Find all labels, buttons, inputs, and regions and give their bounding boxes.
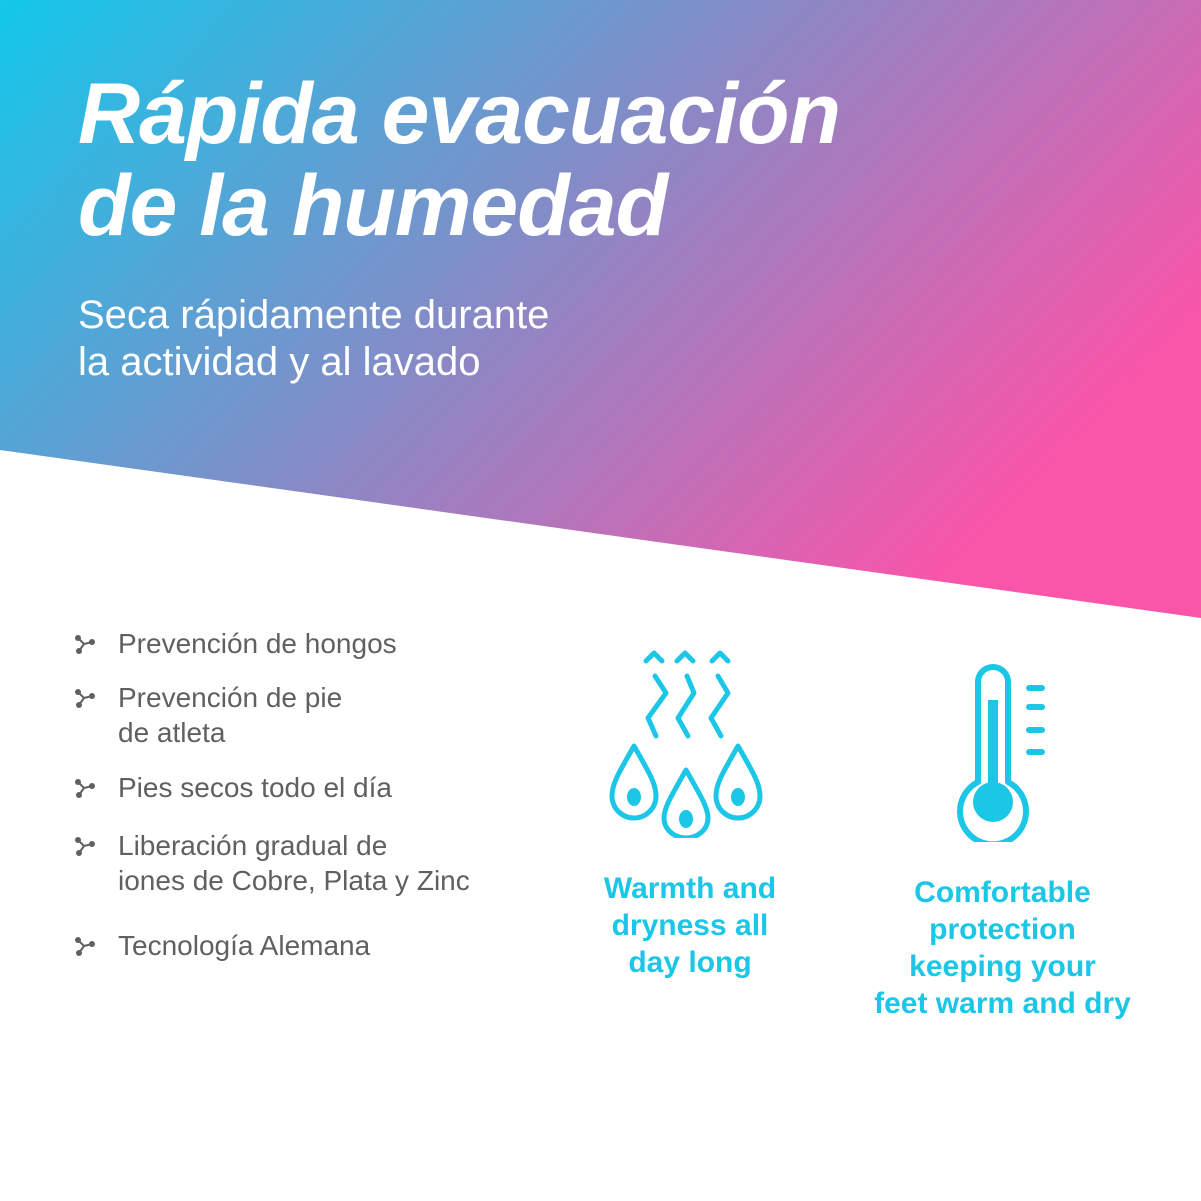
benefit-label-line: Warmth and (603, 872, 777, 905)
feature-text-line: de atleta (118, 717, 226, 748)
hero-title-line: Rápida evacuación (78, 66, 841, 162)
benefit-label-line: dryness all (611, 909, 769, 942)
feature-text (118, 680, 342, 750)
feature-text-line: Liberación gradual de (118, 830, 388, 861)
hero-subtitle-line: la actividad y al lavado (78, 340, 481, 384)
feature-text-line: Tecnología Alemana (118, 930, 371, 961)
molecule-icon (70, 832, 98, 860)
molecule-icon (70, 932, 98, 960)
hero-title-line: de la humedad (78, 158, 668, 254)
molecule-icon (70, 774, 98, 802)
molecule-icon (70, 684, 98, 712)
molecule-icon (70, 630, 98, 658)
hero-subtitle-line: Seca rápidamente durante (78, 293, 550, 337)
feature-text-line: Prevención de pie (118, 682, 343, 713)
feature-text-line: Pies secos todo el día (118, 772, 392, 803)
feature-text (118, 828, 470, 898)
benefit-label-line: keeping your (909, 950, 1096, 983)
hero-title (78, 68, 840, 252)
feature-text (118, 626, 397, 661)
feature-text-line: Prevención de hongos (118, 628, 397, 659)
thermometer-icon (952, 652, 1052, 842)
benefit-label (560, 870, 820, 981)
feature-text (118, 928, 370, 963)
benefit-label-line: protection (929, 913, 1076, 946)
benefit-label-line: day long (628, 946, 752, 979)
feature-text (118, 770, 392, 805)
moisture-evaporation-icon (608, 648, 768, 838)
benefit-label-line: feet warm and dry (874, 987, 1131, 1020)
hero-subtitle (78, 292, 549, 386)
feature-text-line: iones de Cobre, Plata y Zinc (118, 865, 470, 896)
benefit-label (840, 874, 1165, 1022)
benefit-label-line: Comfortable (914, 876, 1091, 909)
